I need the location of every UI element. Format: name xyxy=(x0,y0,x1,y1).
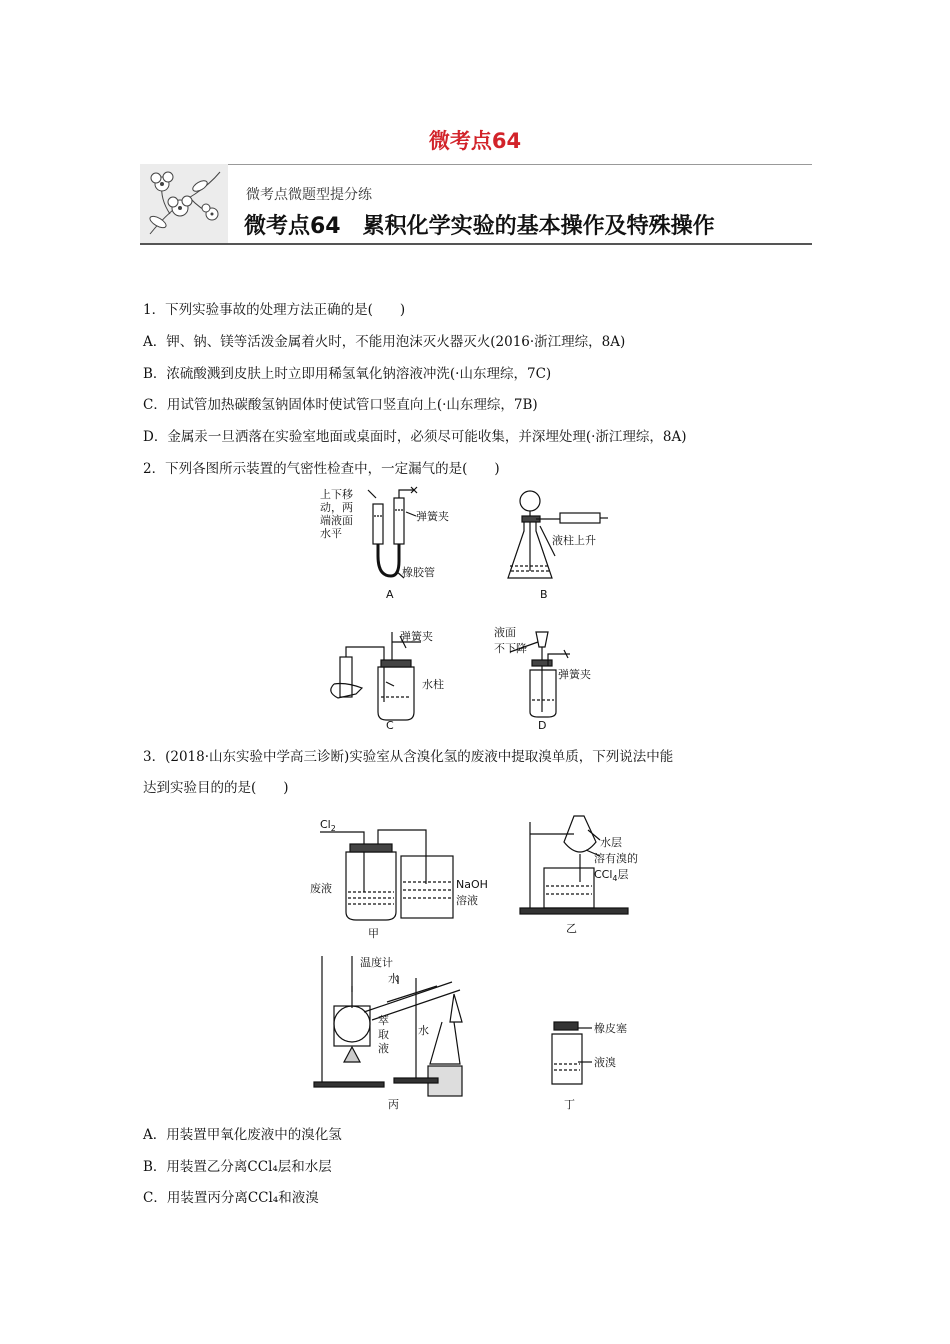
q3-option-b: B．用装置乙分离CCl₄层和水层 xyxy=(143,1159,332,1175)
section-banner xyxy=(140,164,812,244)
fig-a-note-3: 端液面 xyxy=(320,514,353,527)
bing-extract-label-2: 取 xyxy=(378,1028,389,1041)
banner-bottom-rule xyxy=(140,243,812,245)
fig-a-note-2: 动，两 xyxy=(320,501,353,514)
q1-stem: 1．下列实验事故的处理方法正确的是( ) xyxy=(143,302,406,318)
q3-stem-line-1: 3．(2018·山东实验中学高三诊断)实验室从含溴化氢的废液中提取溴单质，下列说法中能 xyxy=(143,749,674,765)
fig-c-clamp-label: 弹簧夹 xyxy=(400,630,433,643)
fig-d-note-2: 不下降 xyxy=(494,642,527,655)
figure-b xyxy=(500,486,630,601)
fig-b-label: B xyxy=(540,588,548,601)
figure-jia xyxy=(306,812,506,940)
ding-liquid-label: 液溴 xyxy=(594,1056,616,1069)
banner-top-rule xyxy=(228,164,812,165)
banner-heading: 微考点64 累积化学实验的基本操作及特殊操作 xyxy=(244,214,715,239)
q1-option-b: B．浓硫酸溅到皮肤上时立即用稀氢氧化钠溶液冲洗(·山东理综，7C) xyxy=(143,366,552,382)
q2-stem: 2．下列各图所示装置的气密性检查中，一定漏气的是( ) xyxy=(143,461,500,477)
flower-illustration xyxy=(140,164,228,243)
fig-c-label: C xyxy=(386,719,394,732)
bing-extract-label-1: 萃 xyxy=(378,1014,389,1027)
fig-d-note-1: 液面 xyxy=(494,626,516,639)
bing-label: 丙 xyxy=(388,1098,399,1111)
jia-gas-label: $Cl_2$ xyxy=(320,818,336,833)
page-title: 微考点64 xyxy=(428,129,522,153)
fig-a-note-4: 水平 xyxy=(320,527,342,540)
banner-subtitle: 微考点微题型提分练 xyxy=(246,187,372,203)
figure-d xyxy=(490,622,620,732)
figure-a xyxy=(316,486,466,601)
bing-water-in-label: 水 xyxy=(418,1024,429,1037)
yi-bromine-label-1: 溶有溴的 xyxy=(594,852,638,865)
q3-option-c: C．用装置丙分离CCl₄和液溴 xyxy=(143,1190,319,1206)
yi-label: 乙 xyxy=(566,922,577,935)
jia-naoh-label-1: NaOH xyxy=(456,878,488,891)
fig-a-tube-label: 橡胶管 xyxy=(402,566,435,579)
fig-b-note: 液柱上升 xyxy=(552,534,596,547)
jia-naoh-label-2: 溶液 xyxy=(456,894,478,907)
yi-bromine-label-2: CCl$_4$层 xyxy=(594,868,629,883)
q1-option-d: D．金属汞一旦洒落在实验室地面或桌面时，必须尽可能收集，并深埋处理(·浙江理综，8A) xyxy=(143,429,687,445)
fig-a-note-1: 上下移 xyxy=(320,488,353,501)
bing-water-out-label: 水 xyxy=(388,972,399,985)
bing-thermometer-label: 温度计 xyxy=(360,956,393,969)
fig-c-column-label: 水柱 xyxy=(422,678,444,691)
bing-extract-label-3: 液 xyxy=(378,1042,389,1055)
fig-d-label: D xyxy=(538,719,547,732)
figure-yi xyxy=(516,812,656,940)
figure-ding xyxy=(540,1012,640,1112)
q1-option-c: C．用试管加热碳酸氢钠固体时使试管口竖直向上(·山东理综，7B) xyxy=(143,397,538,413)
fig-a-clamp-label: 弹簧夹 xyxy=(416,510,449,523)
fig-a-label: A xyxy=(386,588,394,601)
q1-option-a: A．钾、钠、镁等活泼金属着火时，不能用泡沫灭火器灭火(2016·浙江理综，8A) xyxy=(143,334,626,350)
yi-water-label: 水层 xyxy=(600,836,622,849)
q3-stem-line-2: 达到实验目的的是( ) xyxy=(143,780,289,796)
figure-c xyxy=(326,622,476,732)
jia-label: 甲 xyxy=(368,927,379,940)
fig-d-clamp-label: 弹簧夹 xyxy=(558,668,591,681)
jia-waste-label: 废液 xyxy=(310,882,332,895)
ding-stopper-label: 橡皮塞 xyxy=(594,1022,627,1035)
q3-option-a: A．用装置甲氧化废液中的溴化氢 xyxy=(143,1127,342,1143)
ding-label: 丁 xyxy=(564,1098,575,1111)
figure-bing xyxy=(312,952,492,1112)
